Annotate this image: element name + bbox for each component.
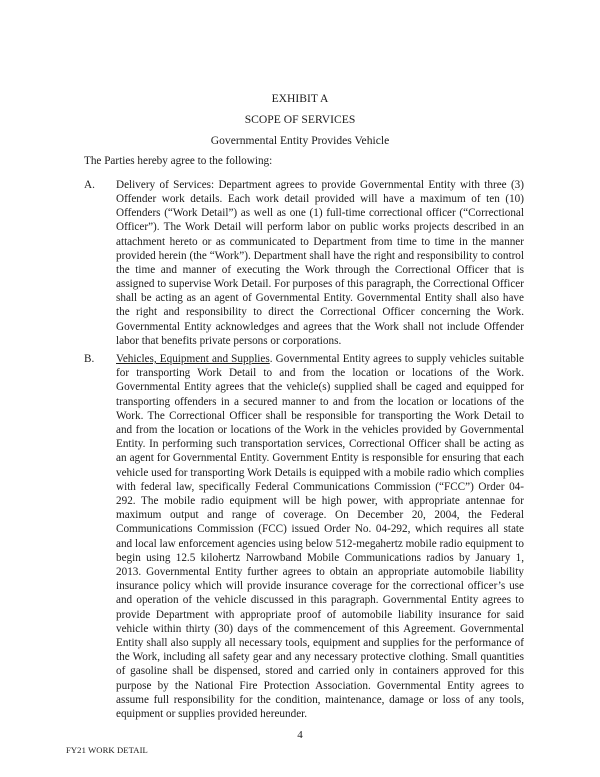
- scope-title: SCOPE OF SERVICES: [244, 113, 356, 126]
- section-b-text: . Governmental Entity agrees to supply vehicles suitable for transporting Work Detail to and from the location or locations of the Work. Governmental Entity agrees that the vehicle(s) supplied shall be caged and equipped for transporting offenders in a secured manner to and from the location or locations of the Work. The Correctional Officer shall be responsible for transporting the Work Detail to and from the location or locations of the Work in the vehicles provided by Governmental Entity. In performing such transportation services, Correctional Officer shall be acting as an agent for Governmental Entity. Government Entity is responsible for ensuring that each vehicle used for transporting Work Details is equipped with a mobile radio which complies with federal law, specifically Federal Communications Commission (“FCC”) Order 04-292. The mobile radio equipment will be high power, with appropriate antennae for maximum output and range of coverage. On December 20, 2004, the Federal Communications Commission (FCC) issued Order No. 04-292, which requires all state and local law enforcement agencies using below 512-megahertz mobile radio equipment to begin using 12.5 kilohertz Narrowband Mobile Communications radios by January 1, 2013. Governmental Entity further agrees to obtain an appropriate automobile liability insurance policy which will provide insurance coverage for the correctional officer’s use and operation of the vehicle discussed in this paragraph. Governmental Entity agrees to provide Department with appropriate proof of automobile liability insurance for said vehicle within thirty (30) days of the commencement of this Agreement. Governmental Entity shall also supply all necessary tools, equipment and supplies for the performance of the Work, including all safety gear and any necessary protective clothing. Small quantities of gasoline shall be dispensed, stored and carried only in containers approved for this purpose by the National Fire Protection Association. Governmental Entity agrees to assume full responsibility for the condition, maintenance, damage or loss of any tools, equipment or supplies provided hereunder.: [116, 353, 525, 721]
- section-a-marker: A.: [84, 179, 95, 191]
- footer-label: FY21 WORK DETAIL: [66, 745, 148, 755]
- page-number: 4: [297, 729, 303, 741]
- section-a-body: Delivery of Services: Department agrees to provide Governmental Entity with three (3) Offender work details. Each work detail provided will have a maximum of ten (10) Offenders (“Work Detail”) as well as one (1) full-time correctional officer (“Correctional Officer”). The Work Detail will perform labor on public works projects described in an attachment hereto or as communicated to Department from time to time in the manner provided herein (the “Work”). Department shall have the right and responsibility to control the time and manner of executing the Work through the Correctional Officer that is assigned to supervise Work Detail. For purposes of this paragraph, the Correctional Officer shall be acting as an agent of Governmental Entity. Governmental Entity shall also have the right and responsibility to direct the Correctional Officer concerning the Work. Governmental Entity acknowledges and agrees that the Work shall not include Offender labor that benefits private persons or corporations.: [116, 179, 524, 347]
- section-b-marker: B.: [84, 353, 95, 365]
- intro-paragraph: The Parties hereby agree to the following:: [84, 155, 273, 167]
- section-b-body: [116, 352, 524, 721]
- exhibit-title: EXHIBIT A: [271, 92, 329, 105]
- document-subtitle: Governmental Entity Provides Vehicle: [210, 134, 390, 147]
- section-b-heading: Vehicles, Equipment and Supplies: [116, 353, 270, 365]
